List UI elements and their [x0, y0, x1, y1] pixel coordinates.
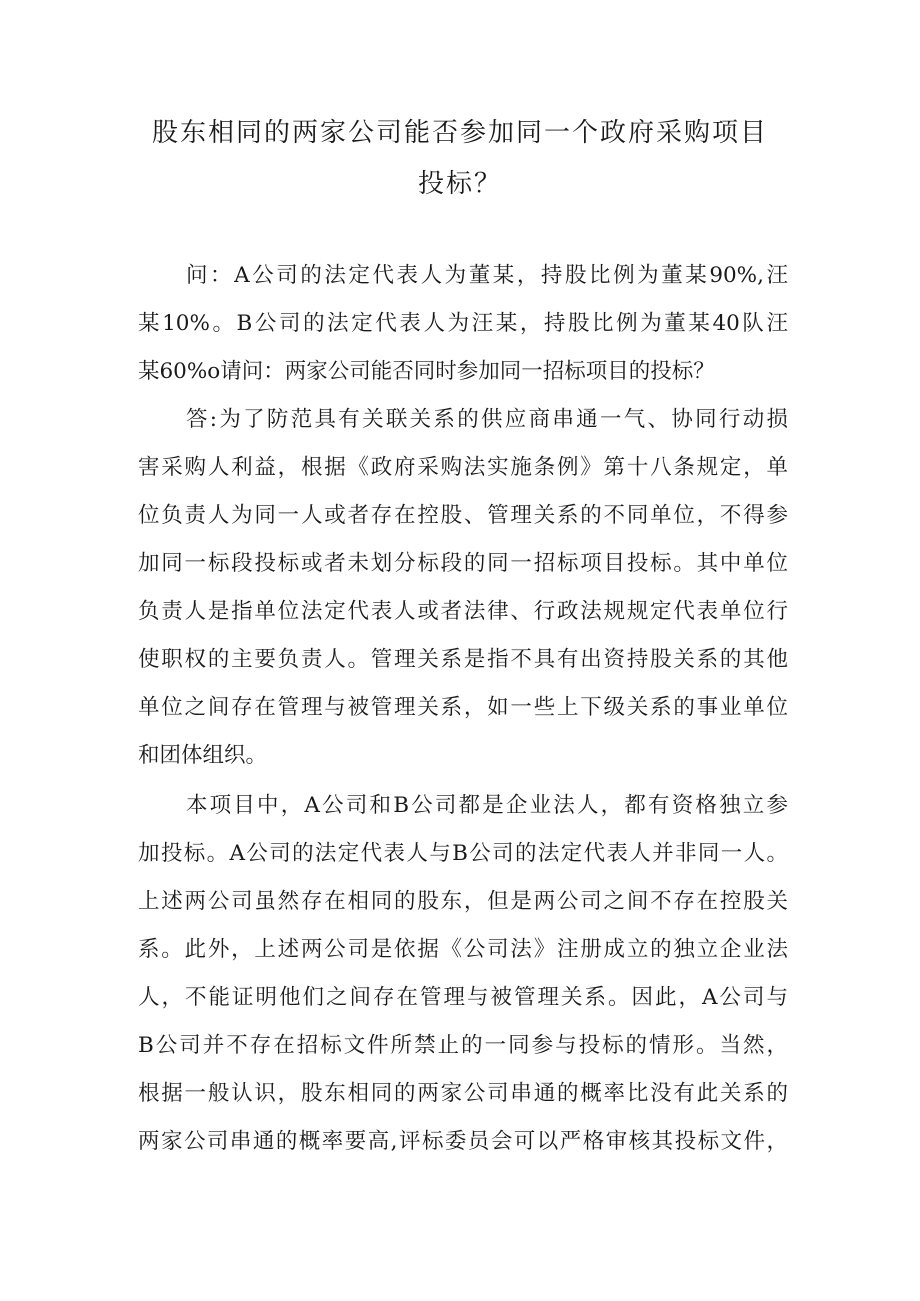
analysis-line-5: 人，不能证明他们之间存在管理与被管理关系。因此，A公司与	[138, 985, 788, 1010]
question-line-2: 某10%。B公司的法定代表人为汪某，持股比例为董某40队汪	[138, 311, 788, 336]
answer-line-5: 负责人是指单位法定代表人或者法律、行政法规规定代表单位行	[138, 599, 788, 624]
analysis-line-1: 本项目中，A公司和B公司都是企业法人，都有资格独立参	[186, 793, 788, 818]
document-title-line-2: 投标？	[417, 169, 502, 199]
answer-line-1: 答:为了防范具有关联关系的供应商串通一气、协同行动损	[186, 407, 788, 432]
answer-line-4: 加同一标段投标或者未划分标段的同一招标项目投标。其中单位	[138, 551, 788, 576]
answer-line-6: 使职权的主要负责人。管理关系是指不具有出资持股关系的其他	[138, 647, 788, 672]
question-line-1: 问：A公司的法定代表人为董某，持股比例为董某90%,汪	[186, 263, 788, 288]
answer-line-2: 害采购人利益，根据《政府采购法实施条例》第十八条规定，单	[138, 455, 788, 480]
analysis-line-2: 加投标。A公司的法定代表人与B公司的法定代表人并非同一人。	[138, 841, 788, 866]
analysis-line-7: 根据一般认识，股东相同的两家公司串通的概率比没有此关系的	[138, 1081, 788, 1106]
analysis-line-6: B公司并不存在招标文件所禁止的一同参与投标的情形。当然，	[138, 1033, 788, 1058]
analysis-line-8: 两家公司串通的概率要高,评标委员会可以严格审核其投标文件，	[138, 1129, 788, 1154]
question-line-3: 某60%o请问：两家公司能否同时参加同一招标项目的投标？	[138, 359, 715, 384]
analysis-line-3: 上述两公司虽然存在相同的股东，但是两公司之间不存在控股关	[138, 889, 788, 914]
answer-line-3: 位负责人为同一人或者存在控股、管理关系的不同单位，不得参	[138, 503, 788, 528]
answer-line-8: 和团体组织。	[138, 743, 268, 768]
analysis-line-4: 系。此外，上述两公司是依据《公司法》注册成立的独立企业法	[138, 937, 788, 962]
document-title-line-1: 股东相同的两家公司能否参加同一个政府采购项目	[151, 118, 768, 148]
answer-line-7: 单位之间存在管理与被管理关系，如一些上下级关系的事业单位	[138, 695, 788, 720]
